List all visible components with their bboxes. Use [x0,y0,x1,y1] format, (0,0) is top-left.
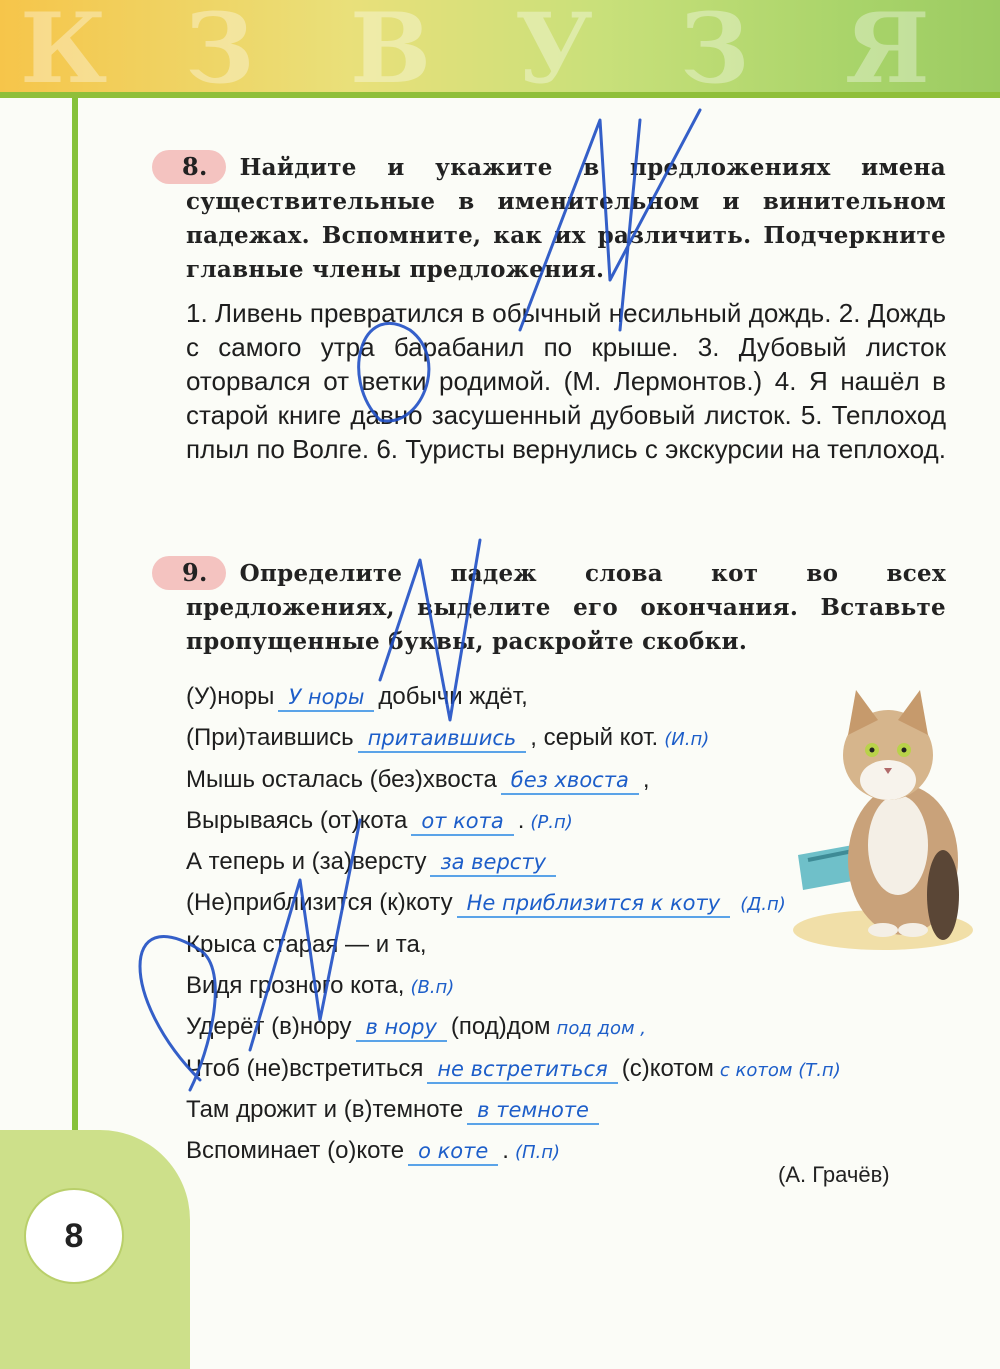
exercise-8-sentences [186,296,946,466]
handwritten-answer: в нору [356,1014,447,1042]
poem-line-text: Видя грозного кота, [186,972,405,1000]
banner-letter: В [350,0,432,92]
poem-line-text-after: , [642,765,650,793]
exercise-8-task [182,150,946,287]
exercise-8-number: 8. [152,150,226,184]
handwritten-answer: без хвоста [501,767,639,795]
handwritten-case-label: (Д.п) [740,894,786,916]
poem-line-text: Удерёт (в)нору [186,1013,352,1041]
poem [186,676,841,1172]
poem-line-text-after: добычи ждёт, [378,683,528,710]
poem-line [186,882,786,923]
banner-letter: З [680,0,750,92]
sentences-text: 1. Ливень превратился в обычный несильный дождь. 2. Дождь с самого утра барабанил по крыше. 3. Дубовый листок оторвался от ветки родимой. (М. Лермонтов.) 4. Я нашёл в старой книге давно засушенный дубовый листок. 5. Теплоход плыл по Волге. 6. Туристы вернулись с экскурсии на теплоход. [186,298,946,464]
banner-letter: К [20,0,108,92]
exercise-9-keyword: кот [711,560,759,587]
handwritten-case-label: (Р.п) [530,811,573,833]
handwritten-case-label: с котом (Т.п) [719,1059,841,1081]
poem-line-text: Крыса старая — и та, [186,930,427,958]
handwritten-answer: от кота [411,808,513,836]
poem-line-text: А теперь и (за)версту [186,848,427,876]
poem-line [186,759,786,800]
handwritten-answer: в темноте [467,1097,599,1125]
poem-line [186,800,786,841]
banner-letter: З [185,0,255,92]
poem-line-text: Мышь осталась (без)хвоста [186,765,497,793]
page-number-badge [24,1188,124,1284]
handwritten-answer: не встретиться [427,1056,617,1084]
poem-line-text: (Не)приблизится (к)коту [186,889,453,917]
poem-line-text: Там дрожит и (в)темноте [186,1095,464,1123]
handwritten-answer: Не приблизится к коту [457,890,731,918]
poem-line-text: Вспоминает (о)коте [186,1137,405,1165]
poem-line-text-after: (под)дом [450,1013,551,1041]
cat-illustration [788,680,978,950]
handwritten-case-label: под дом , [556,1018,646,1040]
header-divider [0,92,1000,98]
exercise-9-task [182,556,946,659]
poem-line [186,841,786,882]
banner-letter: У [515,0,593,92]
poem-line-text: Чтоб (не)встретиться [186,1054,424,1082]
poem-line-text: (При)тaившись [186,724,354,752]
poem-author: (А. Грачёв) [778,1162,890,1187]
handwritten-answer: притаившись [358,725,527,753]
poem-line-text-after: (с)котом [621,1054,714,1082]
exercise-9-number: 9. [152,556,226,590]
exercise-9-text-before: Определите падеж слова [239,560,712,587]
poem-line [186,1006,786,1047]
poem-line [186,1089,786,1130]
poem-line-text: Вырываясь (от)кота [186,806,408,834]
banner-letter: Я [845,0,930,92]
exercise-8-text: Найдите и укажите в предложениях имена существительные в именительном и винительном падежах. Вспомните, как их различить. Подчеркните главные члены предложения. [186,154,946,283]
handwritten-case-label: (П.п) [514,1142,561,1164]
handwritten-answer: о коте [408,1138,498,1166]
poem-line [186,676,786,717]
exercise-9-text-after: во всех предложениях, выделите его окончания. Вставьте пропущенные буквы, раскройте скобки. [186,560,946,655]
handwritten-case-label: (В.п) [410,977,455,999]
handwritten-case-label: (И.п) [664,729,710,751]
poem-line [186,1048,841,1089]
handwritten-answer: У норы [278,684,374,712]
page-number: 8 [64,1216,84,1255]
header-banner [0,0,1000,92]
poem-line [186,965,786,1006]
poem-line [186,1130,786,1171]
poem-line-text-after: , серый кот. [530,724,659,752]
handwritten-answer: за версту [430,849,556,877]
poem-line [186,924,786,965]
poem-line [186,717,786,758]
poem-line-text-after: . [502,1137,509,1165]
poem-line-text: (У)норы [186,683,275,710]
poem-line-text-after: . [517,806,525,834]
